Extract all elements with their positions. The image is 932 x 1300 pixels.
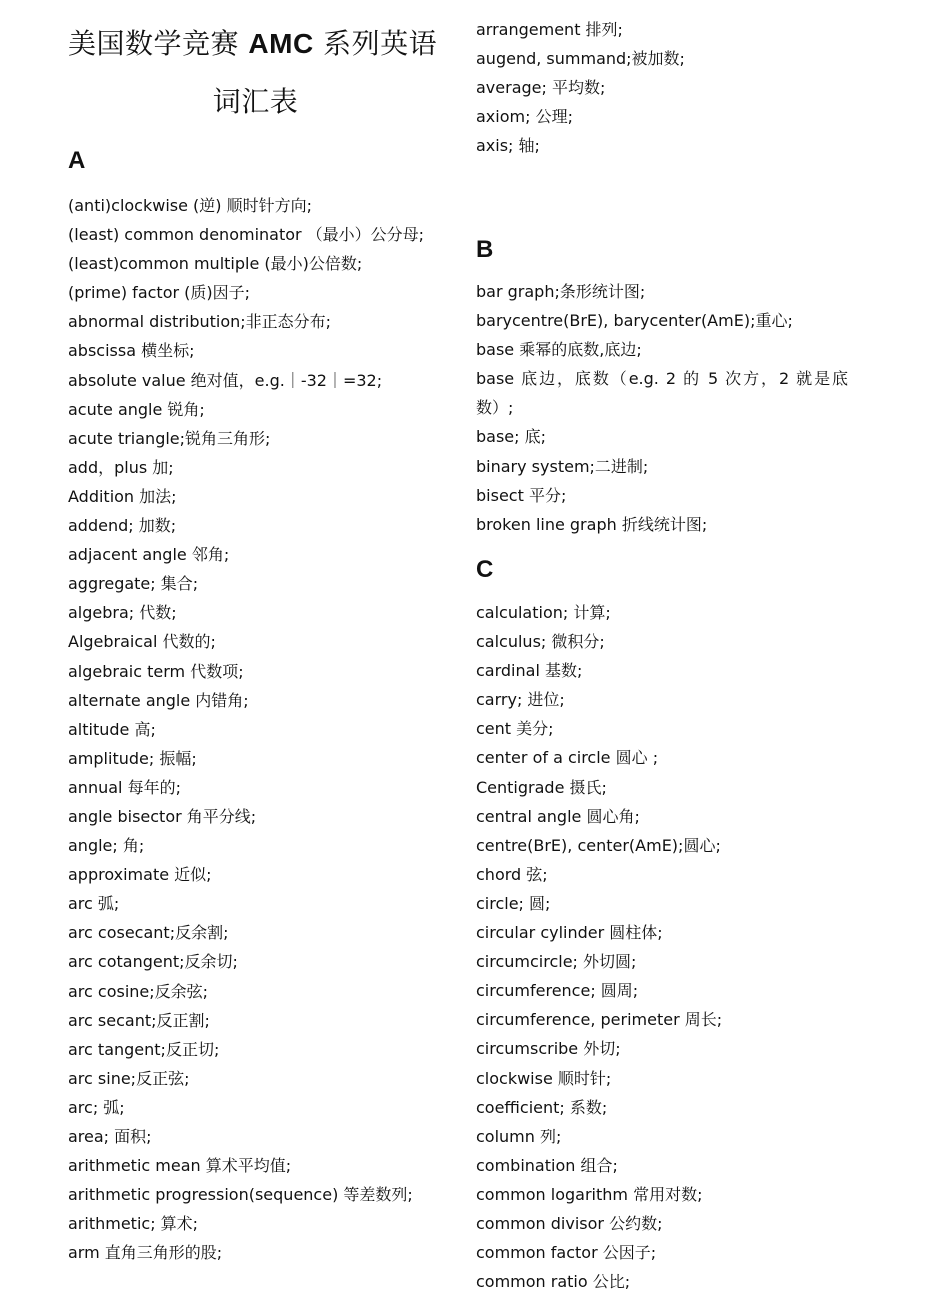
glossary-entry: algebra; 代数;: [68, 603, 177, 623]
glossary-entry: circumference; 圆周;: [476, 981, 639, 1001]
glossary-entry: column 列;: [476, 1126, 562, 1146]
glossary-entry: broken line graph 折线统计图;: [476, 514, 708, 534]
glossary-entry: angle bisector 角平分线;: [68, 806, 257, 826]
glossary-entry: abnormal distribution;非正态分布;: [68, 312, 332, 332]
glossary-entry: base; 底;: [476, 427, 547, 447]
glossary-entry: circumcircle; 外切圆;: [476, 952, 637, 972]
glossary-entry: barycentre(BrE), barycenter(AmE);重心;: [476, 311, 793, 331]
glossary-entry: coefficient; 系数;: [476, 1097, 608, 1117]
glossary-entry: (least)common multiple (最小)公倍数;: [68, 254, 363, 274]
glossary-entry: (least) common denominator （最小）公分母;: [68, 225, 425, 245]
glossary-entry: combination 组合;: [476, 1155, 618, 1175]
glossary-entry: bar graph;条形统计图;: [476, 282, 646, 301]
glossary-entry: central angle 圆心角;: [476, 806, 640, 826]
title-suffix: 系列英语: [313, 27, 438, 60]
glossary-entry: acute triangle;锐角三角形;: [68, 428, 271, 448]
glossary-entry: centre(BrE), center(AmE);圆心;: [476, 835, 721, 855]
glossary-entry: (anti)clockwise (逆) 顺时针方向;: [68, 196, 313, 215]
glossary-entry: common ratio 公比;: [476, 1272, 631, 1292]
glossary-entry: cent 美分;: [476, 719, 554, 739]
glossary-entry: arc cosine;反余弦;: [68, 981, 209, 1001]
glossary-entry: base 底边，底数（e.g. 2 的 5 次方，2 就是底数）;: [476, 369, 848, 418]
glossary-entry: calculation; 计算;: [476, 603, 611, 622]
glossary-entry: cardinal 基数;: [476, 661, 583, 681]
glossary-entry: circumscribe 外切;: [476, 1039, 621, 1059]
glossary-entry: arc cosecant;反余割;: [68, 923, 229, 943]
section-a-list-part2: [476, 15, 848, 160]
glossary-entry: area; 面积;: [68, 1127, 152, 1146]
glossary-entry: approximate 近似;: [68, 865, 212, 885]
glossary-entry: arc cotangent;反余切;: [68, 952, 238, 972]
section-heading-c: C: [476, 556, 494, 583]
glossary-entry: bisect 平分;: [476, 485, 567, 505]
glossary-entry: arc 弧;: [68, 894, 120, 914]
document-title-line2: 词汇表: [212, 85, 299, 118]
glossary-entry: axiom; 公理;: [476, 107, 573, 127]
glossary-entry: algebraic term 代数项;: [68, 661, 244, 681]
glossary-entry: carry; 进位;: [476, 690, 565, 710]
glossary-entry: circle; 圆;: [476, 893, 551, 913]
section-heading-a: A: [68, 147, 86, 174]
glossary-entry: base 乘幂的底数,底边;: [476, 340, 642, 360]
glossary-entry: Algebraical 代数的;: [68, 632, 216, 652]
glossary-entry: (prime) factor (质)因子;: [68, 283, 251, 303]
glossary-entry: average; 平均数;: [476, 78, 606, 98]
glossary-entry: arithmetic mean 算术平均值;: [68, 1156, 292, 1176]
glossary-entry: acute angle 锐角;: [68, 399, 205, 419]
title-amc: AMC: [248, 28, 314, 59]
glossary-entry: binary system;二进制;: [476, 456, 649, 476]
glossary-entry: arc sine;反正弦;: [68, 1068, 190, 1088]
section-heading-b: B: [476, 236, 494, 263]
glossary-entry: addend; 加数;: [68, 516, 177, 536]
document-title-line1: [68, 26, 443, 62]
glossary-entry: arc tangent;反正切;: [68, 1039, 220, 1059]
glossary-entry: Centigrade 摄氏;: [476, 777, 607, 797]
glossary-entry: amplitude; 振幅;: [68, 748, 197, 768]
glossary-entry: circumference, perimeter 周长;: [476, 1010, 723, 1030]
glossary-entry: common factor 公因子;: [476, 1243, 657, 1263]
glossary-entry: common logarithm 常用对数;: [476, 1184, 703, 1204]
glossary-entry: circular cylinder 圆柱体;: [476, 923, 663, 943]
glossary-entry: common divisor 公约数;: [476, 1213, 663, 1233]
section-a-list-part1: [68, 191, 440, 1267]
glossary-entry: absolute value 绝对值，e.g.｜-32｜=32;: [68, 370, 383, 390]
glossary-entry: abscissa 横坐标;: [68, 341, 195, 361]
glossary-entry: calculus; 微积分;: [476, 632, 605, 652]
glossary-entry: annual 每年的;: [68, 777, 181, 797]
section-c-list: [476, 598, 848, 1296]
glossary-entry: clockwise 顺时针;: [476, 1068, 612, 1088]
section-b-list: [476, 277, 848, 539]
glossary-entry: arc secant;反正割;: [68, 1010, 210, 1030]
glossary-entry: center of a circle 圆心 ;: [476, 748, 659, 768]
glossary-entry: alternate angle 内错角;: [68, 690, 249, 710]
glossary-entry: arithmetic progression(sequence) 等差数列;: [68, 1185, 413, 1205]
glossary-entry: arm 直角三角形的股;: [68, 1243, 223, 1263]
glossary-entry: angle; 角;: [68, 836, 145, 856]
glossary-entry: arrangement 排列;: [476, 20, 623, 39]
glossary-entry: augend, summand;被加数;: [476, 49, 685, 69]
title-prefix: 美国数学竞赛: [68, 27, 249, 60]
glossary-entry: add，plus 加;: [68, 457, 174, 477]
glossary-entry: adjacent angle 邻角;: [68, 545, 230, 565]
glossary-entry: aggregate; 集合;: [68, 574, 199, 594]
glossary-entry: arc; 弧;: [68, 1097, 125, 1117]
glossary-entry: Addition 加法;: [68, 486, 177, 506]
glossary-entry: arithmetic; 算术;: [68, 1214, 199, 1234]
glossary-entry: altitude 高;: [68, 719, 156, 739]
glossary-entry: axis; 轴;: [476, 136, 540, 156]
glossary-entry: chord 弦;: [476, 864, 548, 884]
